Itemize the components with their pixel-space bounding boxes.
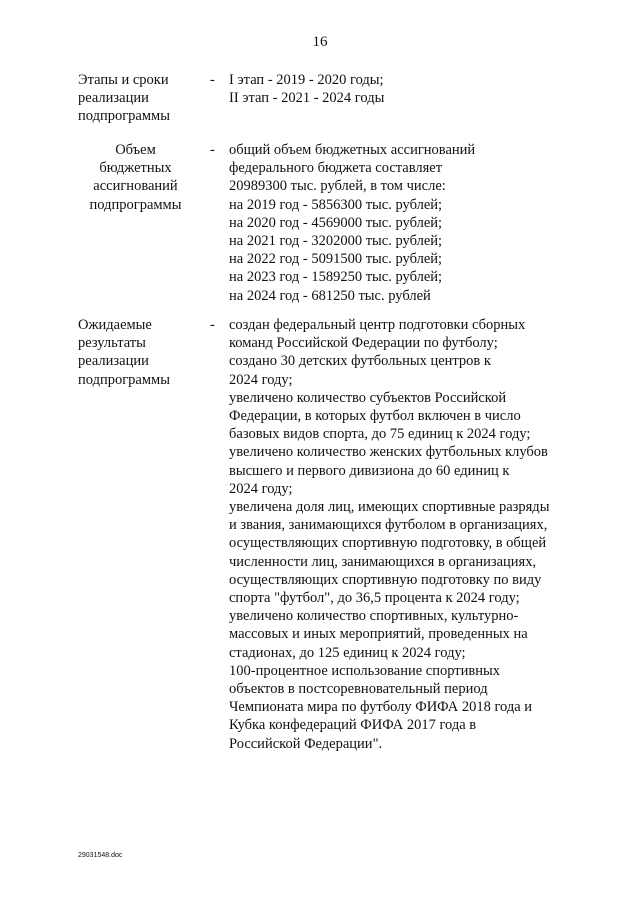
document-filename: 29031548.doc	[78, 852, 123, 859]
content-line: увеличено количество женских футбольных клубов	[229, 444, 548, 461]
section-label	[78, 71, 193, 126]
content-line: осуществляющих спортивную подготовку, в общей	[229, 535, 547, 552]
section-dash: -	[210, 317, 215, 333]
content-line: осуществляющих спортивную подготовку по виду	[229, 571, 542, 588]
content-line: общий объем бюджетных ассигнований	[229, 142, 476, 158]
section-label	[78, 316, 193, 389]
content-line: численности лиц, занимающихся в организациях,	[229, 553, 537, 570]
content-line: на 2019 год - 5856300 тыс. рублей;	[229, 196, 443, 213]
label-line: реализации	[78, 353, 149, 370]
content-line: массовых и иных мероприятий, проведенных на	[229, 626, 528, 643]
section-content	[229, 316, 574, 753]
section-label	[78, 141, 193, 214]
label-line: Объем	[115, 142, 156, 158]
label-line: результаты	[78, 335, 146, 352]
page-number: 16	[312, 34, 328, 50]
label-line: Ожидаемые	[78, 317, 152, 333]
content-line: Чемпионата мира по футболу ФИФА 2018 года и	[229, 699, 533, 716]
content-line: Кубка конфедераций ФИФА 2017 года в	[229, 717, 477, 734]
content-line: высшего и первого дивизиона до 60 единиц к	[229, 462, 510, 479]
content-line: 2024 году;	[229, 480, 293, 497]
content-line: базовых видов спорта, до 75 единиц к 2024 году;	[229, 426, 531, 443]
label-line: реализации	[78, 90, 149, 107]
content-line: I этап - 2019 - 2020 годы;	[229, 72, 384, 88]
section-dash: -	[210, 142, 215, 158]
content-line: увеличено количество субъектов Российской	[229, 389, 507, 406]
content-line: на 2022 год - 5091500 тыс. рублей;	[229, 251, 443, 268]
content-line: на 2020 год - 4569000 тыс. рублей;	[229, 214, 443, 231]
label-line: бюджетных	[99, 160, 172, 177]
content-line: команд Российской Федерации по футболу;	[229, 335, 498, 352]
content-line: Российской Федерации".	[229, 735, 383, 752]
content-line: создано 30 детских футбольных центров к	[229, 353, 491, 370]
content-line: 20989300 тыс. рублей, в том числе:	[229, 178, 446, 195]
content-line: на 2024 год - 681250 тыс. рублей	[229, 287, 431, 304]
content-line: Федерации, в которых футбол включен в число	[229, 408, 521, 425]
section-content	[229, 71, 574, 107]
content-line: II этап - 2021 - 2024 годы	[229, 90, 385, 107]
label-line: Этапы и сроки	[78, 72, 169, 88]
content-line: увеличена доля лиц, имеющих спортивные разряды	[229, 499, 550, 516]
content-line: федерального бюджета составляет	[229, 160, 443, 177]
content-line: увеличено количество спортивных, культурно-	[229, 608, 519, 625]
content-line: на 2021 год - 3202000 тыс. рублей;	[229, 233, 443, 250]
content-line: спорта "футбол", до 36,5 процента к 2024 году;	[229, 590, 520, 607]
content-line: объектов в постсоревновательный период	[229, 681, 488, 698]
label-line: подпрограммы	[78, 108, 170, 125]
content-line: 2024 году;	[229, 371, 293, 388]
content-line: 100-процентное использование спортивных	[229, 662, 501, 679]
content-line: создан федеральный центр подготовки сборных	[229, 317, 526, 333]
section-dash: -	[210, 72, 215, 88]
content-line: на 2023 год - 1589250 тыс. рублей;	[229, 269, 443, 286]
label-line: ассигнований	[93, 178, 178, 195]
content-line: стадионах, до 125 единиц к 2024 году;	[229, 644, 466, 661]
label-line: подпрограммы	[89, 196, 182, 213]
content-line: и звания, занимающихся футболом в организациях,	[229, 517, 548, 534]
label-line: подпрограммы	[78, 371, 170, 388]
section-content	[229, 141, 574, 305]
